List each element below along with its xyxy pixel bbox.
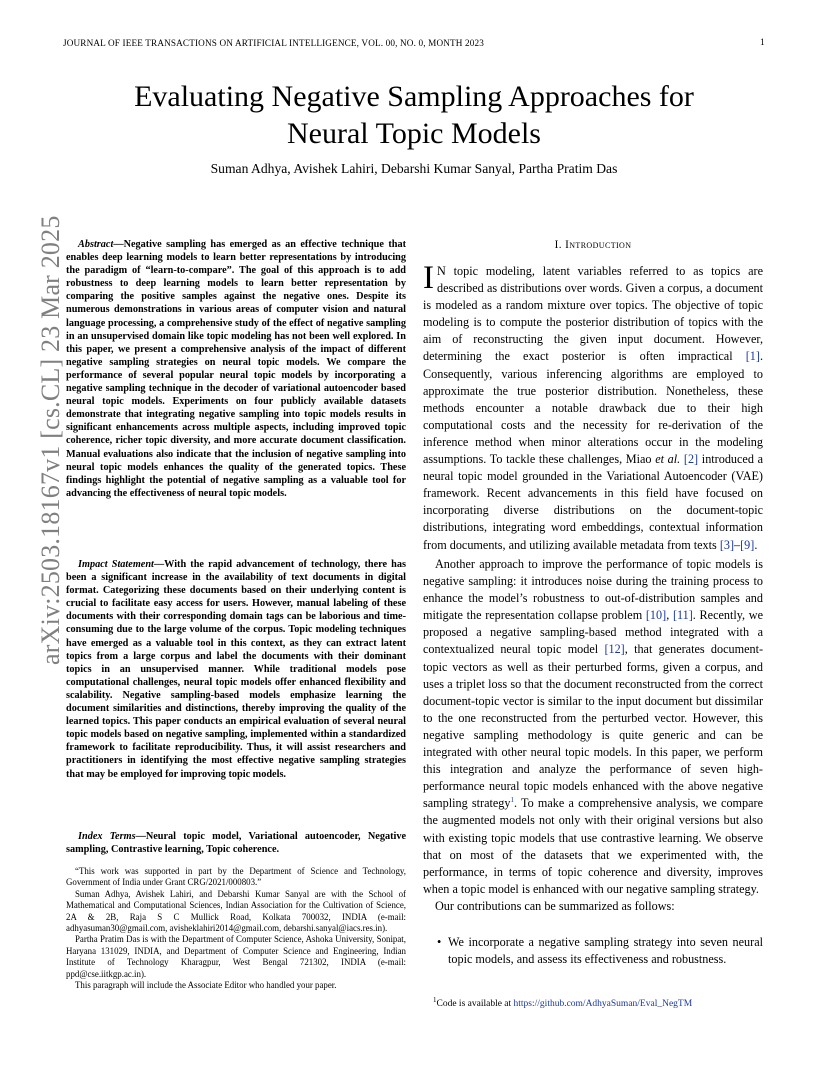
page-number: 1 [760, 38, 765, 48]
intro-paragraph-2 [423, 556, 763, 915]
editor-note: This paragraph will include the Associate Editor who handled your paper. [75, 980, 337, 991]
paper-title [62, 78, 766, 152]
footnote-marker-link[interactable]: 1 [510, 796, 514, 805]
citation-link[interactable]: [3] [719, 537, 735, 552]
intro-text: – [734, 537, 741, 552]
footnote-number: 1 [433, 995, 437, 1004]
journal-header: JOURNAL OF IEEE TRANSACTIONS ON ARTIFICIAL INTELLIGENCE, VOL. 00, NO. 0, MONTH 2023 [63, 38, 484, 48]
section-title: Introduction [565, 239, 632, 251]
affiliation-note-2: Partha Pratim Das is with the Department of Computer Science, Ashoka University, Sonipat, Haryana 131029, INDIA, and Department of Computer Science and Engineering, Indian Institute of Technology Kharagpur, West Bengal 721302, INDIA (e-mail: ppd@cse.iitkgp.ac.in). [66, 934, 406, 979]
list-item [423, 934, 763, 968]
impact-label: Impact Statement [78, 559, 154, 570]
drop-cap: I [423, 260, 434, 296]
intro-text: N topic modeling, latent variables referred to as topics are described as distributions over words. Given a corpus, a document is modeled as a random mixture over topics. The objective of topic modeling is to compute the posterior distribution of topics with the aim of reconstructing the given input document. However, determining the exact posterior is often impractical [423, 264, 763, 364]
intro-text: . To make a comprehensive analysis, we compare the augmented models not only with their original versions but also with existing topic models that use contrastive learning. We observe that on most of the datasets that we experimented with, the performance, in terms of topic coherence and diversity, improves when a topic model is enhanced with our negative sampling strategy. [423, 796, 763, 896]
section-number: I. [554, 239, 562, 251]
impact-text: With the rapid advancement of technology, there has been a significant increase in the availability of text documents in digital format. Categorizing these documents based on their underlying content is crucial to facilitate easy access for users. However, manual labeling of these documents with their corresponding domain tags can be laborious and time-consuming due to the large volume of the corpus. Topic modeling techniques have emerged as a valuable tool in this context, as they can extract latent topics from a large corpus and label the documents with their dominant topics in an unsupervised manner. While traditional models pose computational challenges, neural topic models offer enhanced flexibility and scalability. Negative sampling-based models emphasize learning the document similarities and distinctions, thereby improving the quality of the learned topics. This paper conducts an empirical evaluation of several neural topic models based on negative sampling, implemented within a standardized framework to facilitate reproducibility. Thus, it will assist researchers and practitioners in identifying the most effective negative sampling strategies that may be employed for improving topic models. [66, 559, 406, 780]
intro-text: . Recently, we proposed a negative sampling-based method integrated with a contextualized neural topic model [423, 608, 764, 657]
index-terms: Index Terms—Neural topic model, Variational autoencoder, Negative sampling, Contrastive learning, Topic coherence. [66, 831, 406, 856]
intro-text: . Consequently, various inferencing algorithms are employed to approximate the true posterior distribution. Nonetheless, these methods encounter a notable drawback due to their high computational costs and the necessity for re-derivation of the inference method when minor alterations occur in the modeling assumptions. To tackle these challenges, Miao [423, 349, 763, 467]
code-footnote [433, 995, 693, 1009]
contributions-list [423, 934, 763, 968]
funding-note: “This work was supported in part by the Department of Science and Technology, Government of India under Grant CRG/2021/000803.” [66, 866, 406, 888]
footnote-text: Code is available at [436, 999, 514, 1009]
intro-text: introduced a neural topic model grounded in the Variational Autoencoder (VAE) framework. Recent advancements in this field have focused on incorporating diverse distributions on the document-topic distributions, integrating word embeddings, contextual information from documents, and utilizing available metadata from texts [423, 452, 764, 552]
arxiv-stamp: arXiv:2503.18167v1 [cs.CL] 23 Mar 2025 [36, 215, 65, 665]
citation-link[interactable]: [11] [672, 608, 693, 623]
citation-link[interactable]: [12] [604, 642, 625, 657]
abstract-text: Negative sampling has emerged as an effective technique that enables deep learning models to learn better representations by introducing the paradigm of “learn-to-compare”. The goal of this approach is to add robustness to deep learning models to learn better representation by comparing the positive samples against the negative ones. Despite its numerous demonstrations in various areas of computer vision and natural language processing, a comprehensive study of the effect of negative sampling in an unsupervised domain like topic modeling has not been well explored. In this paper, we present a comprehensive analysis of the impact of different negative sampling strategies on neural topic models. We compare the performance of several popular neural topic models by incorporating a negative sampling technique in the decoder of variational autoencoder based neural topic models. Experiments on four publicly available datasets demonstrate that integrating negative sampling into topic models results in significant enhancements across multiple aspects, including improved topic coherence, richer topic diversity, and more accurate document classification. Manual evaluations also indicate that the inclusion of negative sampling into neural topic models enhances the quality of the generated topics. These findings highlight the potential of negative sampling as a valuable tool for advancing the effectiveness of neural topic models. [66, 239, 406, 499]
affiliation-note-1: Suman Adhya, Avishek Lahiri, and Debarshi Kumar Sanyal are with the School of Mathematical and Computational Sciences, Indian Association for the Cultivation of Science, 2A & 2B, Raja S C Mullick Road, Kolkata 700032, INDIA (e-mail: adhyasuman30@gmail.com, avisheklahiri2014@gmail.com, debarshi.sanyal@iacs.res.in). [66, 888, 406, 934]
title-line-2: Neural Topic Models [287, 117, 541, 150]
intro-paragraph-1 [423, 260, 764, 554]
abstract: Abstract—Negative sampling has emerged as an effective technique that enables deep learning models to learn better representations by introducing the paradigm of “learn-to-compare”. The goal of this approach is to add robustness to deep learning models to learn better representation by comparing the positive samples against the negative ones. Despite its numerous demonstrations in various areas of computer vision and natural language processing, a comprehensive study of the effect of negative sampling in an unsupervised domain like topic modeling has not been well explored. In this paper, we present a comprehensive analysis of the impact of different negative sampling strategies on neural topic models. We compare the performance of several popular neural topic models by incorporating a negative sampling technique in the decoder of variational autoencoder based neural topic models. Experiments on four publicly available datasets demonstrate that integrating negative sampling into topic models results in significant enhancements across multiple aspects, including improved topic coherence, richer topic diversity, and more accurate document classification. Manual evaluations also indicate that the inclusion of negative sampling into neural topic models enhances the quality of the generated topics. These findings highlight the potential of negative sampling as a valuable tool for advancing the effectiveness of neural topic models. [66, 239, 406, 499]
citation-link[interactable]: [2] [683, 452, 699, 467]
impact-statement: Impact Statement—With the rapid advancement of technology, there has been a significant increase in the availability of text documents in digital format. Categorizing these documents based on their underlying content is crucial to facilitate easy access for users. However, manual labeling of these documents with their corresponding domain tags can be laborious and time-consuming due to the large volume of the corpus. Topic modeling techniques have emerged as a valuable tool in this context, as they can extract latent topics from a large corpus and label the documents with their dominant topics in an unsupervised manner. While traditional models pose computational challenges, neural topic models offer enhanced flexibility and scalability. Negative sampling-based models emphasize learning the document similarities and distinctions, thereby improving the quality of the learned topics. This paper conducts an empirical evaluation of several neural topic models based on negative sampling, implemented within a standardized framework to facilitate reproducibility. Thus, it will assist researchers and practitioners in identifying the most effective negative sampling strategies that may be employed for improving topic models. [66, 559, 406, 780]
intro-text: et al. [655, 452, 681, 467]
index-terms-text: Neural topic model, Variational autoencoder, Negative sampling, Contrastive learning, Topic coherence. [66, 831, 406, 856]
github-link[interactable]: https://github.com/AdhyaSuman/Eval_NegTM [513, 999, 693, 1009]
abstract-label: Abstract [78, 239, 114, 250]
contributions-lead: Our contributions can be summarized as follows: [435, 898, 675, 913]
section-heading [423, 239, 763, 251]
affiliation-notes [66, 866, 406, 991]
citation-link[interactable]: [1] [745, 349, 760, 364]
citation-link[interactable]: [10] [645, 608, 667, 623]
bullet-icon: • [437, 935, 442, 949]
citation-link[interactable]: [9] [740, 537, 755, 552]
title-line-1: Evaluating Negative Sampling Approaches for [134, 80, 694, 113]
intro-text: Another approach to improve the performance of topic models is negative sampling: it introduces noise during the training process to enhance the model’s robustness to out-of-distribution samples and mitigate the representation collapse problem [423, 557, 763, 623]
list-item-text: We incorporate a negative sampling strategy into seven neural topic models, and assess its effectiveness and robustness. [448, 935, 763, 967]
intro-text: , that generates document-topic vectors as well as their perturbed forms, given a corpus, and uses a triplet loss so that the document reconstructed from the correct document-topic vector is similar to the input document but dissimilar to the one reconstructed from the perturbed vector. However, this negative sampling methodology is quite generic and can be integrated with other neural topic models. In this paper, we perform this integration and analyze the performance of seven high-performance neural topic models enhanced with the above negative sampling strategy [423, 642, 764, 811]
intro-text: , [666, 608, 673, 623]
index-terms-label: Index Terms [78, 831, 136, 842]
intro-text: . [754, 537, 758, 552]
author-list: Suman Adhya, Avishek Lahiri, Debarshi Kumar Sanyal, Partha Pratim Das [210, 161, 618, 176]
